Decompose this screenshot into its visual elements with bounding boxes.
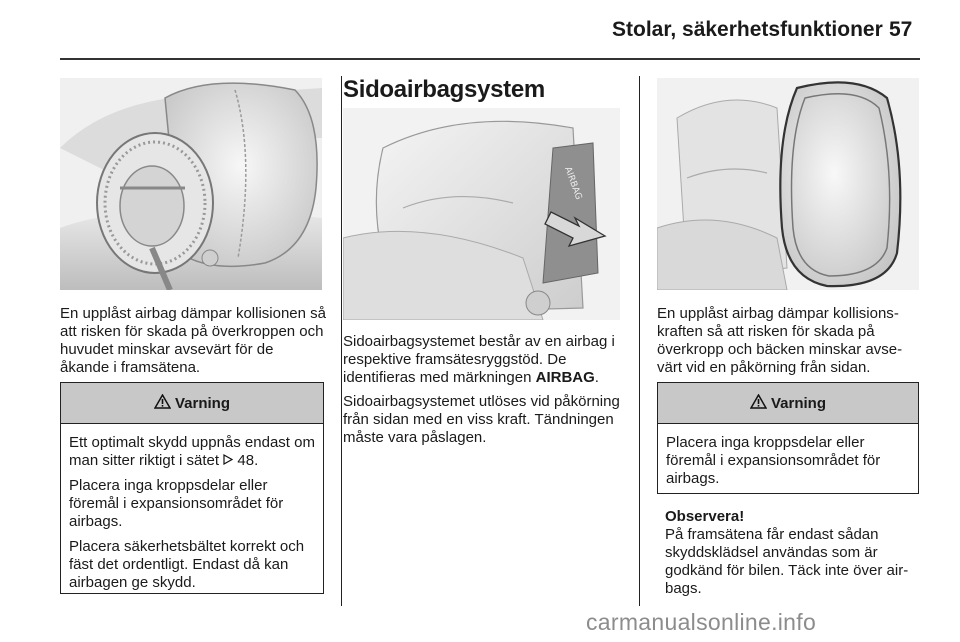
warning-body-right [658,424,918,499]
figure-inflated-front-airbag [60,78,322,290]
middle-text-1-end: . [594,369,599,386]
middle-text-1: Sidoairbagsystemet består av en airbag i respektive framsätesryggstöd. De identifieras med märkningen [343,333,615,386]
figure-inflated-side-airbag [657,78,919,290]
warning-header-right [658,383,918,424]
left-intro-text: En upplåst airbag dämpar kollisionen så att risken för skada på överkroppen och huvudet minskar avsevärt för de åkande i framsätena. [60,305,326,376]
column-divider-2 [639,76,640,606]
warning-right-paragraph-1: Placera inga kroppsdelar eller föremål i expansionsområdet för airbags. [666,434,881,487]
left-intro-paragraph [60,305,326,383]
warning-label: Varning [174,394,230,412]
note-heading [665,508,921,526]
warning-paragraph-1 [69,434,315,470]
column-divider-1 [341,76,342,606]
warning-paragraph-2: Placera inga kroppsdelar eller föremål i expansionsområdet för airbags. [69,477,284,530]
middle-text [343,333,623,453]
figure-seat-airbag-label [343,108,620,320]
warning-text-1: Ett optimalt skydd uppnås endast om man sitter riktigt i sätet [69,434,315,469]
page-number: 57 [889,18,913,41]
warning-box-left [60,382,324,594]
right-intro-text: En upplåst airbag dämpar kollisionskraften så att risken för skada på överkropp och bäcken minskar avsevärt vid en påkörning från sidan. [657,305,903,376]
warning-label-right: Varning [770,394,826,412]
warning-paragraph-3: Placera säkerhetsbältet korrekt och fäst det ordentligt. Endast då kan airbagen ge skydd. [69,538,305,591]
section-heading: Sidoairbagsystem [343,76,545,103]
warning-triangle-icon [750,394,767,413]
header-rule [60,58,920,60]
page-reference-icon [223,452,233,469]
note-block [665,508,921,604]
warning-triangle-icon [154,394,171,413]
note-heading-text: Observera! [665,508,745,525]
page-reference-link[interactable]: 48. [237,452,259,469]
airbag-marking-label: AIRBAG [535,369,595,386]
header-title: Stolar, säkerhetsfunktioner [612,18,883,41]
warning-box-right [657,382,919,494]
warning-header [61,383,323,424]
right-intro-paragraph [657,305,921,383]
middle-paragraph-1 [343,333,623,387]
watermark: carmanualsonline.info [586,609,817,635]
middle-paragraph-2: Sidoairbagsystemet utlöses vid påkörning från sidan med en viss kraft. Tändningen måste vara påslagen. [343,393,620,446]
warning-body [61,424,323,603]
note-body: På framsätena får endast sådan skyddsklädsel användas som är godkänd för bilen. Täck inte över airbags. [665,526,909,597]
airbag-seat-label: AIRBAG [562,165,584,202]
